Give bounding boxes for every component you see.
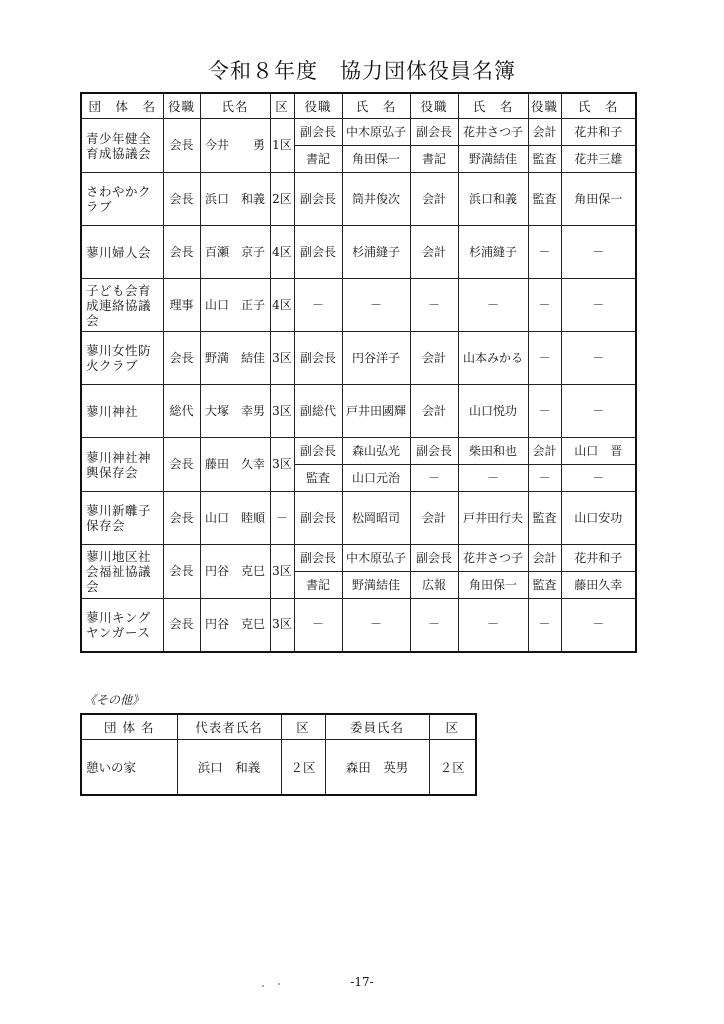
officer-name-cell: 野満結佳	[458, 146, 528, 173]
leader-role-cell: 会長	[163, 545, 200, 599]
officer-name-cell: 戸井田國輝	[342, 385, 410, 438]
officer-role-cell: 会計	[410, 332, 458, 385]
officer-name-cell: －	[561, 332, 636, 385]
officer-name-cell: 花井さつ子	[458, 119, 528, 146]
leader-name-cell: 円谷 克巳	[200, 545, 270, 599]
org-name-cell: 憩いの家	[81, 740, 177, 796]
district-cell: 4区	[270, 279, 294, 332]
header-cell: 団 体 名	[81, 93, 163, 119]
officer-role-cell: 副会長	[294, 226, 342, 279]
officer-role-cell: 副会長	[410, 438, 458, 465]
officer-name-cell: 花井和子	[561, 545, 636, 572]
table-row	[81, 740, 476, 796]
officer-name-cell: 花井和子	[561, 119, 636, 146]
officer-role-cell: －	[528, 332, 561, 385]
header-cell: 役職	[294, 93, 342, 119]
officer-name-cell: 角田保一	[561, 173, 636, 226]
header-cell: 氏名	[200, 93, 270, 119]
header-cell: 代表者氏名	[177, 714, 281, 740]
district-cell: 1区	[270, 119, 294, 173]
org-name-cell: 蓼川婦人会	[81, 226, 163, 279]
officer-name-cell: －	[458, 599, 528, 652]
officer-name-cell: －	[561, 279, 636, 332]
leader-role-cell: 会長	[163, 119, 200, 173]
officer-role-cell: 会計	[528, 119, 561, 146]
officer-role-cell: 副会長	[294, 119, 342, 146]
header-cell: 氏 名	[561, 93, 636, 119]
officer-role-cell: 会計	[410, 385, 458, 438]
header-row	[81, 93, 636, 119]
leader-name-cell: 山口 正子	[200, 279, 270, 332]
officer-role-cell: －	[410, 599, 458, 652]
officer-name-cell: －	[458, 279, 528, 332]
officer-name-cell: 藤田久幸	[561, 572, 636, 599]
other-section-label: 《その他》	[84, 693, 145, 707]
leader-name-cell: 野満 結佳	[200, 332, 270, 385]
officer-role-cell: 監査	[294, 465, 342, 492]
header-cell: 団 体 名	[81, 714, 177, 740]
leader-name-cell: 大塚 幸男	[200, 385, 270, 438]
district-cell: ２区	[281, 740, 325, 796]
header-cell: 役職	[410, 93, 458, 119]
district-cell: 3区	[270, 545, 294, 599]
org-name-cell: 蓼川地区社会福祉協議会	[81, 545, 163, 599]
org-name-cell: 蓼川神社	[81, 385, 163, 438]
representative-cell: 浜口 和義	[177, 740, 281, 796]
officer-name-cell: －	[561, 226, 636, 279]
officer-role-cell: 会計	[528, 438, 561, 465]
officer-name-cell: 戸井田行夫	[458, 492, 528, 545]
officer-name-cell: 円谷洋子	[342, 332, 410, 385]
officer-name-cell: 杉浦縫子	[342, 226, 410, 279]
officer-role-cell: 監査	[528, 492, 561, 545]
officer-role-cell: 副会長	[294, 492, 342, 545]
district-cell: 3区	[270, 385, 294, 438]
officer-name-cell: －	[561, 599, 636, 652]
officers-table	[80, 92, 637, 653]
officer-name-cell: 山本みかる	[458, 332, 528, 385]
org-name-cell: 子ども会育成連絡協議会	[81, 279, 163, 332]
header-cell: 役職	[528, 93, 561, 119]
officer-name-cell: 野満結佳	[342, 572, 410, 599]
officer-name-cell: 中木原弘子	[342, 545, 410, 572]
table-row	[81, 599, 636, 652]
header-cell: 氏 名	[342, 93, 410, 119]
district-cell: －	[270, 492, 294, 545]
officer-name-cell: 筒井俊次	[342, 173, 410, 226]
district-cell: 4区	[270, 226, 294, 279]
officer-role-cell: 書記	[410, 146, 458, 173]
officer-role-cell: －	[410, 465, 458, 492]
org-name-cell: 蓼川キングヤンガース	[81, 599, 163, 652]
officer-role-cell: 書記	[294, 572, 342, 599]
member-cell: 森田 英男	[325, 740, 429, 796]
officer-name-cell: －	[458, 465, 528, 492]
org-name-cell: 蓼川女性防火クラブ	[81, 332, 163, 385]
officer-name-cell: 山口悦功	[458, 385, 528, 438]
org-name-cell: 青少年健全育成協議会	[81, 119, 163, 173]
header-cell: 委員氏名	[325, 714, 429, 740]
officer-role-cell: 副会長	[294, 173, 342, 226]
officer-name-cell: －	[561, 465, 636, 492]
other-header-row	[81, 714, 476, 740]
officer-name-cell: 杉浦縫子	[458, 226, 528, 279]
leader-role-cell: 会長	[163, 226, 200, 279]
officer-name-cell: 松岡昭司	[342, 492, 410, 545]
table-row	[81, 492, 636, 545]
officer-role-cell: 副会長	[410, 119, 458, 146]
table-row	[81, 385, 636, 438]
table-row	[81, 226, 636, 279]
officer-role-cell: －	[528, 465, 561, 492]
district-cell: 2区	[270, 173, 294, 226]
org-name-cell: 蓼川新囃子保存会	[81, 492, 163, 545]
district-cell: 3区	[270, 332, 294, 385]
leader-role-cell: 会長	[163, 332, 200, 385]
officer-name-cell: 浜口和義	[458, 173, 528, 226]
leader-name-cell: 円谷 克巳	[200, 599, 270, 652]
officer-role-cell: 会計	[528, 545, 561, 572]
leader-role-cell: 会長	[163, 492, 200, 545]
leader-name-cell: 百瀬 京子	[200, 226, 270, 279]
officer-role-cell: 副会長	[294, 438, 342, 465]
district-cell: ２区	[429, 740, 476, 796]
leader-role-cell: 理事	[163, 279, 200, 332]
officer-role-cell: 監査	[528, 572, 561, 599]
officer-name-cell: 花井三雄	[561, 146, 636, 173]
officer-role-cell: －	[410, 279, 458, 332]
leader-role-cell: 会長	[163, 599, 200, 652]
officer-name-cell: －	[342, 279, 410, 332]
header-cell: 氏 名	[458, 93, 528, 119]
officer-role-cell: －	[294, 599, 342, 652]
officer-name-cell: 中木原弘子	[342, 119, 410, 146]
officer-name-cell: －	[561, 385, 636, 438]
officer-role-cell: 副総代	[294, 385, 342, 438]
table-row	[81, 173, 636, 226]
officer-name-cell: 花井さつ子	[458, 545, 528, 572]
officer-role-cell: －	[528, 385, 561, 438]
officer-name-cell: －	[342, 599, 410, 652]
officer-name-cell: 山口安功	[561, 492, 636, 545]
officer-role-cell: －	[294, 279, 342, 332]
officer-role-cell: 会計	[410, 492, 458, 545]
district-cell: 3区	[270, 599, 294, 652]
officer-name-cell: 角田保一	[458, 572, 528, 599]
officer-name-cell: 角田保一	[342, 146, 410, 173]
officer-name-cell: 柴田和也	[458, 438, 528, 465]
officer-role-cell: 副会長	[294, 545, 342, 572]
org-name-cell: さわやかクラブ	[81, 173, 163, 226]
leader-name-cell: 藤田 久幸	[200, 438, 270, 492]
officer-name-cell: 山口 晋	[561, 438, 636, 465]
header-cell: 役職	[163, 93, 200, 119]
leader-name-cell: 山口 睦順	[200, 492, 270, 545]
officer-role-cell: 会計	[410, 173, 458, 226]
officer-role-cell: 広報	[410, 572, 458, 599]
officer-role-cell: 書記	[294, 146, 342, 173]
officer-name-cell: 山口元治	[342, 465, 410, 492]
officer-role-cell: 監査	[528, 173, 561, 226]
officer-role-cell: －	[528, 279, 561, 332]
table-row	[81, 119, 636, 146]
header-cell: 区	[429, 714, 476, 740]
org-name-cell: 蓼川神社神輿保存会	[81, 438, 163, 492]
table-row	[81, 279, 636, 332]
leader-role-cell: 会長	[163, 438, 200, 492]
table-row	[81, 438, 636, 465]
officer-role-cell: －	[528, 226, 561, 279]
leader-role-cell: 総代	[163, 385, 200, 438]
table-row	[81, 332, 636, 385]
officer-name-cell: 森山弘光	[342, 438, 410, 465]
table-row	[81, 545, 636, 572]
leader-name-cell: 今井 勇	[200, 119, 270, 173]
officer-role-cell: 副会長	[410, 545, 458, 572]
officer-role-cell: 会計	[410, 226, 458, 279]
other-table	[80, 713, 477, 796]
header-cell: 区	[281, 714, 325, 740]
officer-role-cell: 監査	[528, 146, 561, 173]
officer-role-cell: 副会長	[294, 332, 342, 385]
leader-name-cell: 浜口 和義	[200, 173, 270, 226]
page-number: -17-	[350, 975, 374, 989]
header-cell: 区	[270, 93, 294, 119]
officer-role-cell: －	[528, 599, 561, 652]
leader-role-cell: 会長	[163, 173, 200, 226]
page-title: 令和８年度 協力団体役員名簿	[208, 59, 516, 83]
district-cell: 3区	[270, 438, 294, 492]
